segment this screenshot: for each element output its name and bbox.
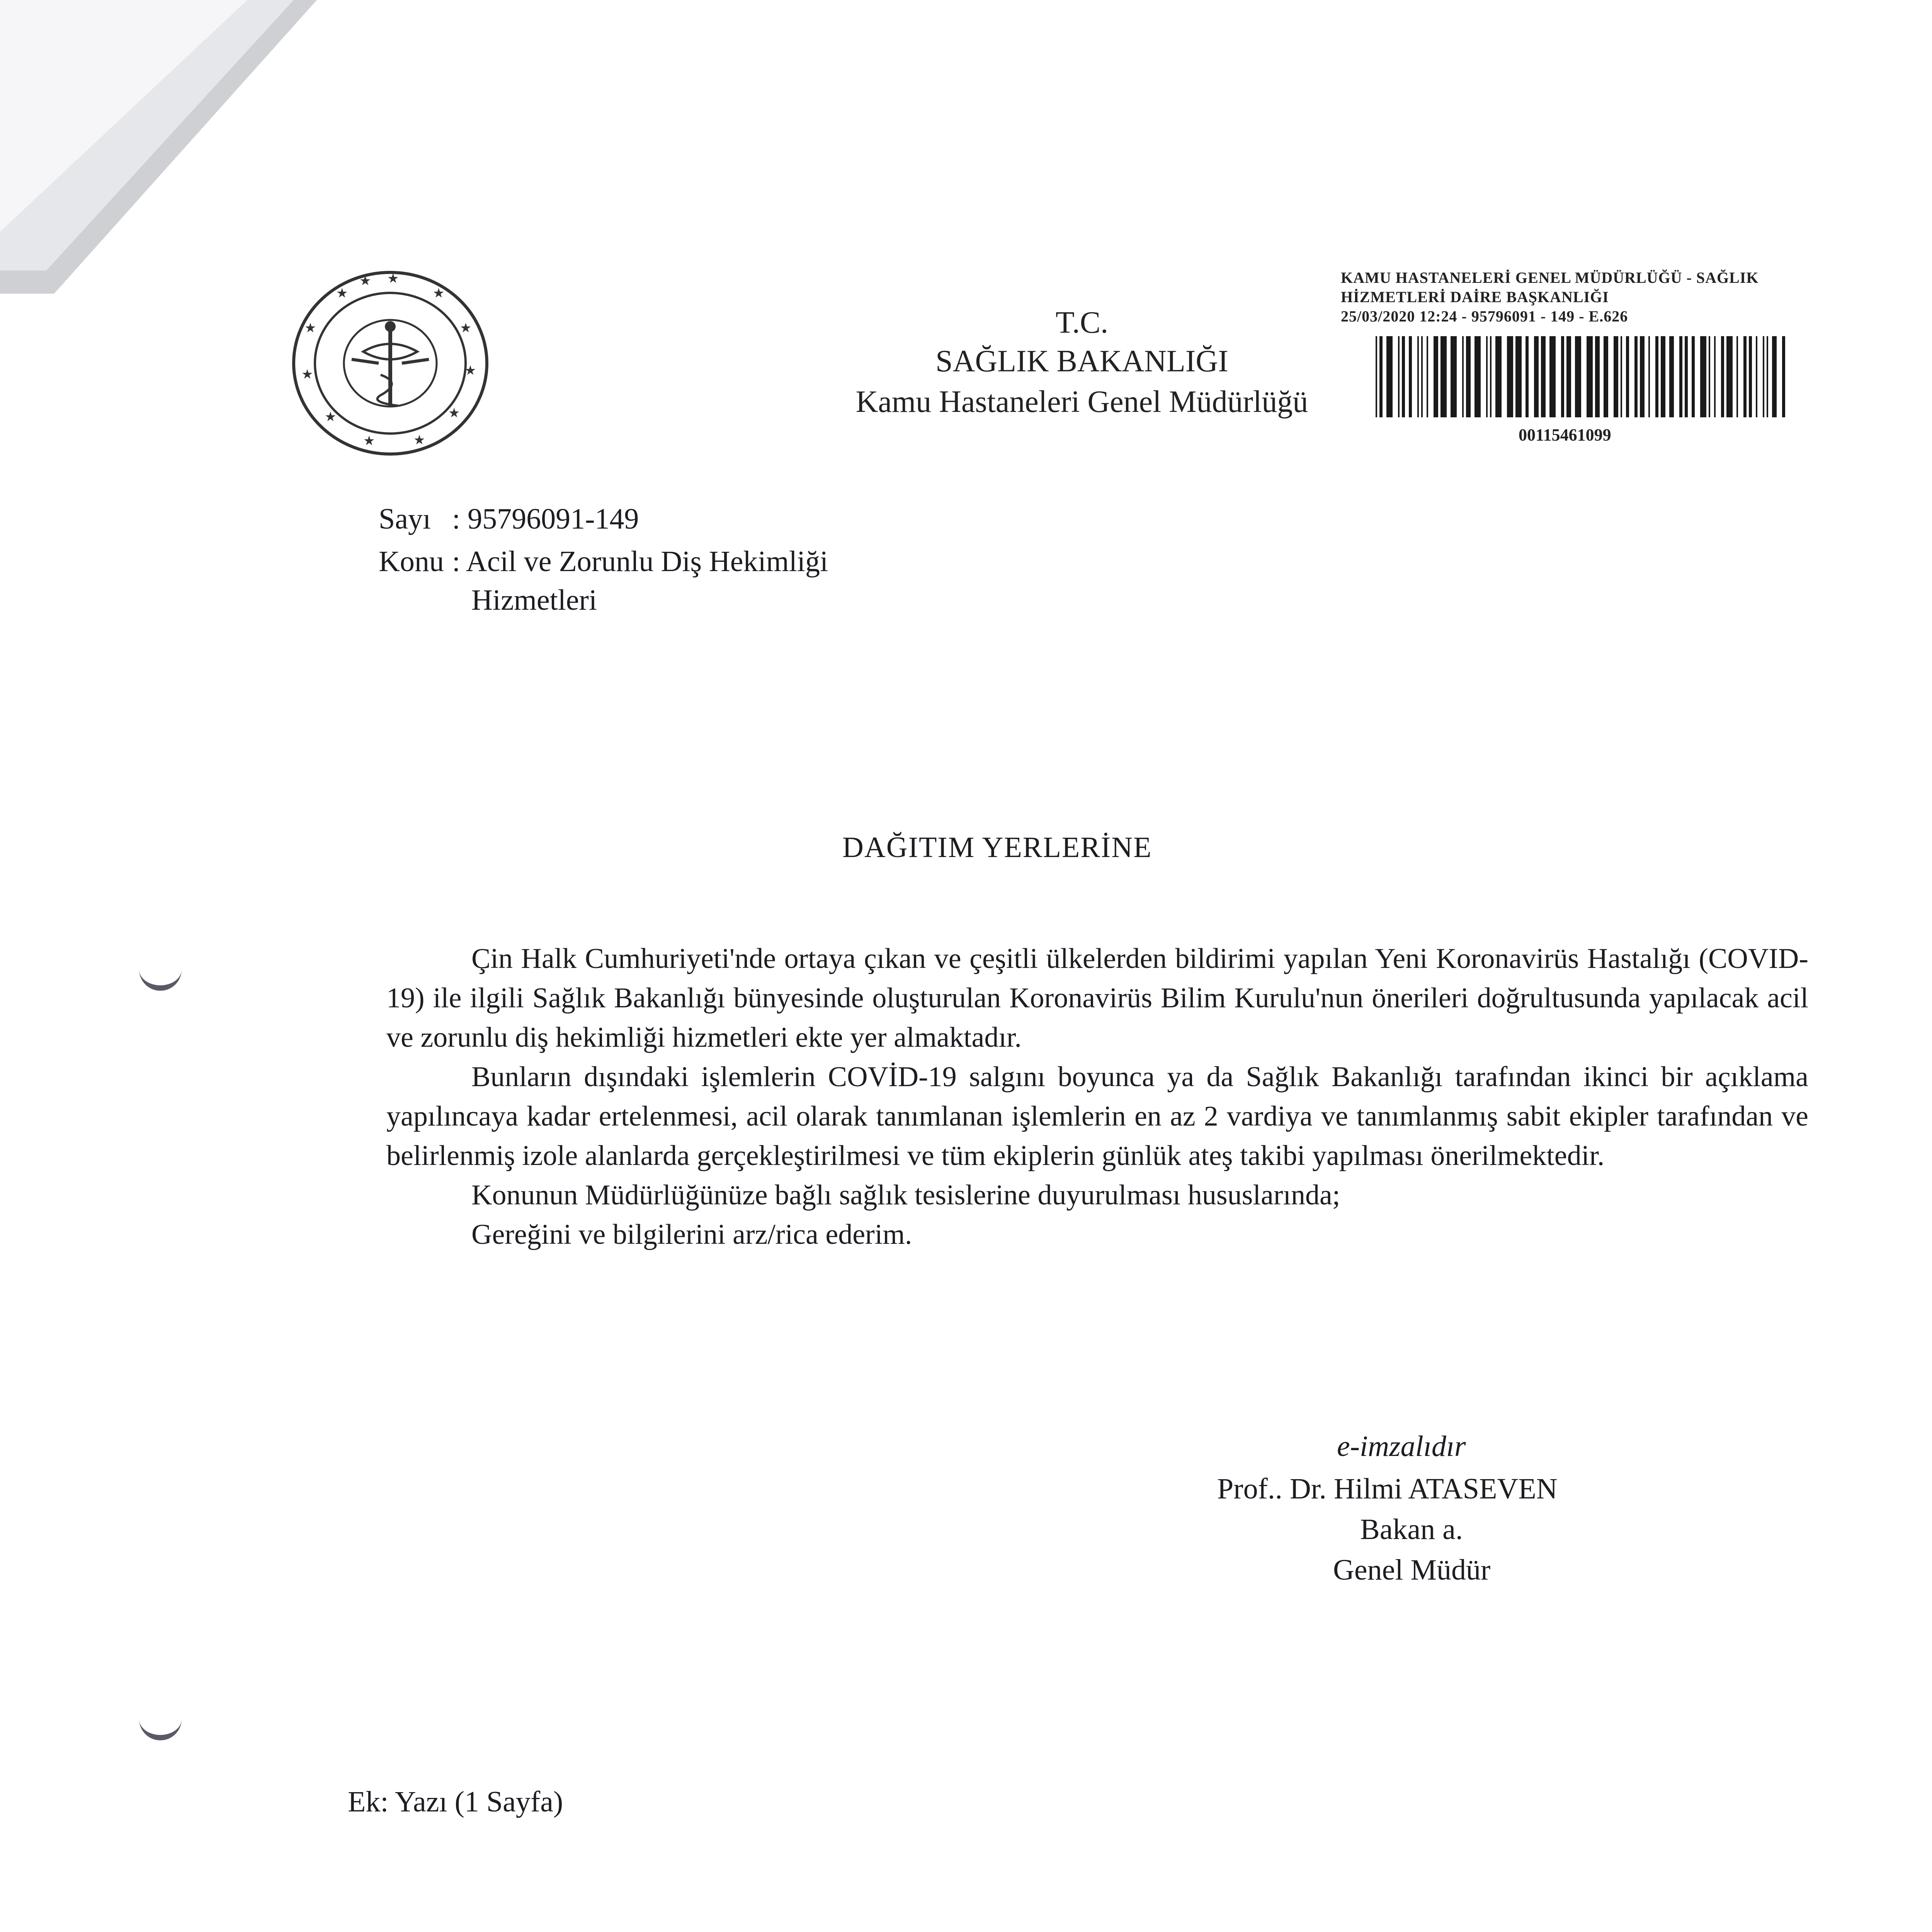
ministry-seal-logo [286,267,495,460]
punch-hole-top [139,966,182,991]
body-paragraph: Çin Halk Cumhuriyeti'nde ortaya çıkan ve çeşitli ülkelerden bildirimi yapılan Yeni Koronavirüs Hastalığı (COVID-19) ile ilgili Sağlık Bakanlığı bünyesinde oluşturulan Koronavirüs Bilim Kurulu'nun önerileri doğrultusunda yapılacak acil ve zorunlu diş hekimliği hizmetleri ekte yer almaktadır. [386,943,1808,1053]
body-paragraph: Konunun Müdürlüğünüze bağlı sağlık tesislerine duyurulması hususlarında; [471,1179,1340,1211]
svg-text:★: ★ [363,433,375,449]
signatory-title2: Genel Müdür [1333,1554,1491,1586]
e-signature-status: e-imzalıdır [1337,1430,1466,1463]
barcode-number: 00115461099 [1519,425,1611,444]
folded-corner [0,0,348,294]
svg-text:★: ★ [359,273,371,289]
svg-text:★: ★ [448,405,460,421]
svg-text:★: ★ [304,320,316,336]
svg-text:★: ★ [413,432,425,448]
konu-label: Konu [379,545,444,578]
ebys-date-number: 25/03/2020 12:24 - 95796091 - 149 - E.626 [1341,308,1628,325]
svg-text:★: ★ [464,363,476,378]
svg-text:★: ★ [325,409,337,425]
konu-value-line1: : Acil ve Zorunlu Diş Hekimliği [452,545,828,578]
signatory-title1: Bakan a. [1360,1513,1463,1546]
header-ministry: SAĞLIK BAKANLIĞI [935,344,1228,378]
letter-body [386,939,1808,1254]
barcode [1376,336,1785,417]
body-paragraph: Bunların dışındaki işlemlerin COVİD-19 salgını boyunca ya da Sağlık Bakanlığı tarafından ikinci bir açıklama yapılıncaya kadar ertelenmesi, acil olarak tanımlanan işlemlerin en az 2 vardiya ve tanımlanmış sabit ekipler tarafından ve belirlenmiş izole alanlarda gerçekleştirilmesi ve tüm ekiplerin günlük ateş takibi yapılması önerilmektedir. [386,1061,1808,1172]
body-paragraph: Gereğini ve bilgilerini arz/rica ederim. [471,1219,912,1250]
signatory-name: Prof.. Dr. Hilmi ATASEVEN [1217,1473,1558,1505]
attachment-note: Ek: Yazı (1 Sayfa) [348,1786,563,1818]
header-state: T.C. [1055,306,1109,340]
svg-text:★: ★ [460,320,472,336]
svg-text:★: ★ [433,286,445,301]
ebys-unit-line2: HİZMETLERİ DAİRE BAŞKANLIĞI [1341,288,1609,306]
addressee: DAĞITIM YERLERİNE [842,831,1152,864]
sayi-value: : 95796091-149 [452,503,639,535]
ebys-unit-line1: KAMU HASTANELERİ GENEL MÜDÜRLÜĞÜ - SAĞLIK [1341,269,1759,286]
konu-value-line2: Hizmetleri [471,584,597,616]
punch-hole-bottom [139,1716,182,1740]
svg-text:★: ★ [336,286,348,301]
header-directorate: Kamu Hastaneleri Genel Müdürlüğü [855,385,1308,419]
sayi-label: Sayı [379,503,431,535]
svg-text:★: ★ [387,271,399,286]
svg-text:★: ★ [301,367,313,382]
